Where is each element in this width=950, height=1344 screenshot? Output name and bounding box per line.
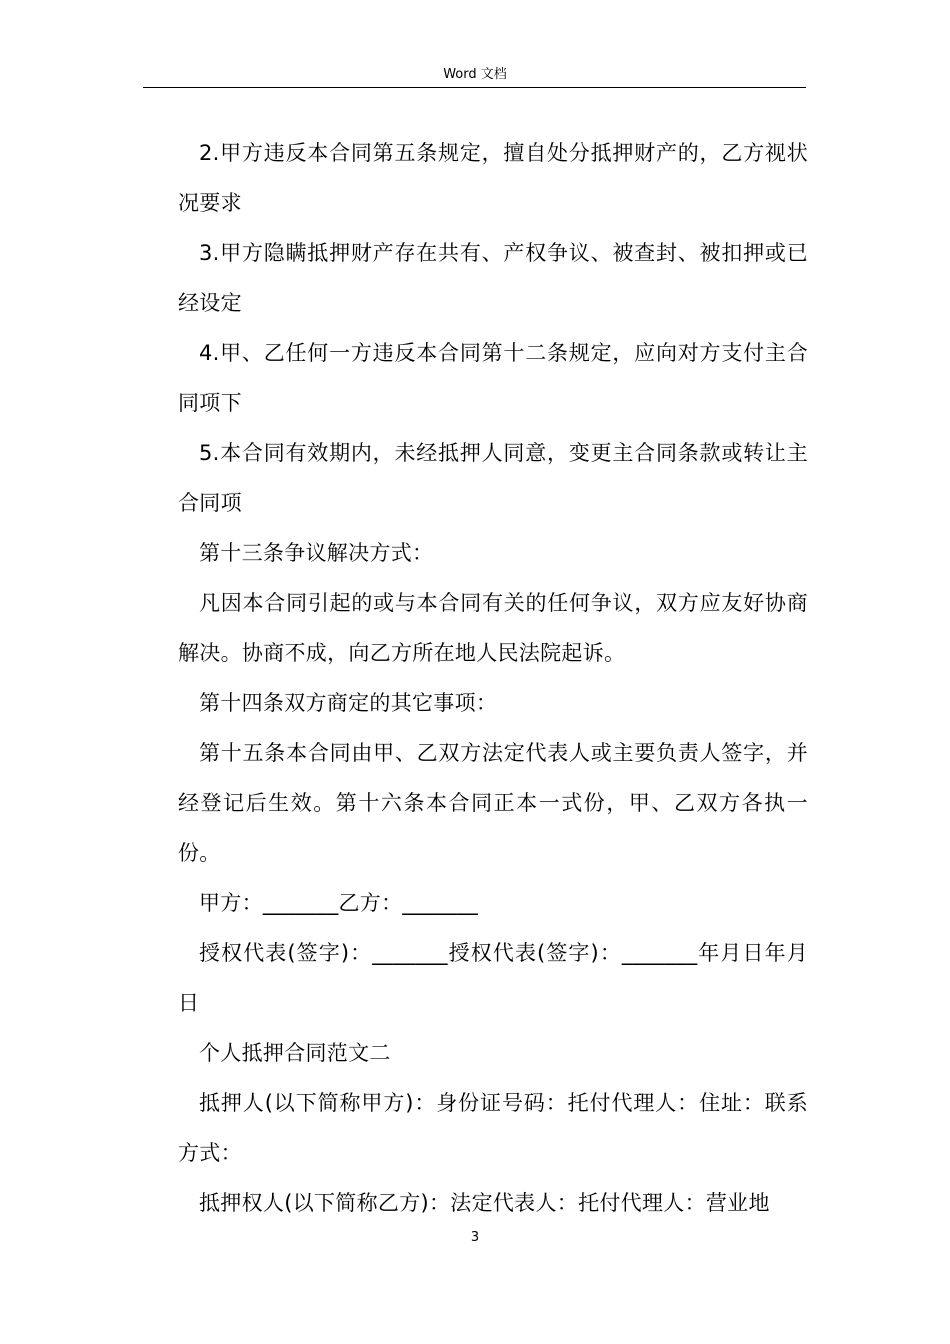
header-divider xyxy=(143,87,806,88)
paragraph: 第十五条本合同由甲、乙双方法定代表人或主要负责人签字，并经登记后生效。第十六条本合同正本一式份，甲、乙双方各执一份。 xyxy=(178,741,808,865)
paragraph: 抵押权人(以下简称乙方)：法定代表人：托付代理人：营业地 xyxy=(199,1191,770,1215)
document-body xyxy=(178,128,808,1228)
paragraph: 抵押人(以下简称甲方)：身份证号码：托付代理人：住址：联系方式： xyxy=(178,1091,808,1165)
page-header: Word 文档 xyxy=(443,67,507,82)
signature-line: 授权代表(签字)：_______授权代表(签字)：_______年月日年月日 xyxy=(178,941,808,1015)
paragraph: 2.甲方违反本合同第五条规定，擅自处分抵押财产的，乙方视状况要求 xyxy=(178,141,808,215)
paragraph: 3.甲方隐瞒抵押财产存在共有、产权争议、被查封、被扣押或已经设定 xyxy=(178,241,808,315)
paragraph: 5.本合同有效期内，未经抵押人同意，变更主合同条款或转让主合同项 xyxy=(178,441,808,515)
signature-line: 甲方：_______乙方：_______ xyxy=(199,891,478,915)
paragraph: 凡因本合同引起的或与本合同有关的任何争议，双方应友好协商解决。协商不成，向乙方所在地人民法院起诉。 xyxy=(178,591,808,665)
paragraph: 4.甲、乙任何一方违反本合同第十二条规定，应向对方支付主合同项下 xyxy=(178,341,808,415)
page-number: 3 xyxy=(470,1230,480,1245)
section-heading: 第十三条争议解决方式： xyxy=(199,541,434,565)
section-title: 个人抵押合同范文二 xyxy=(199,1041,391,1065)
section-heading: 第十四条双方商定的其它事项： xyxy=(199,691,498,715)
